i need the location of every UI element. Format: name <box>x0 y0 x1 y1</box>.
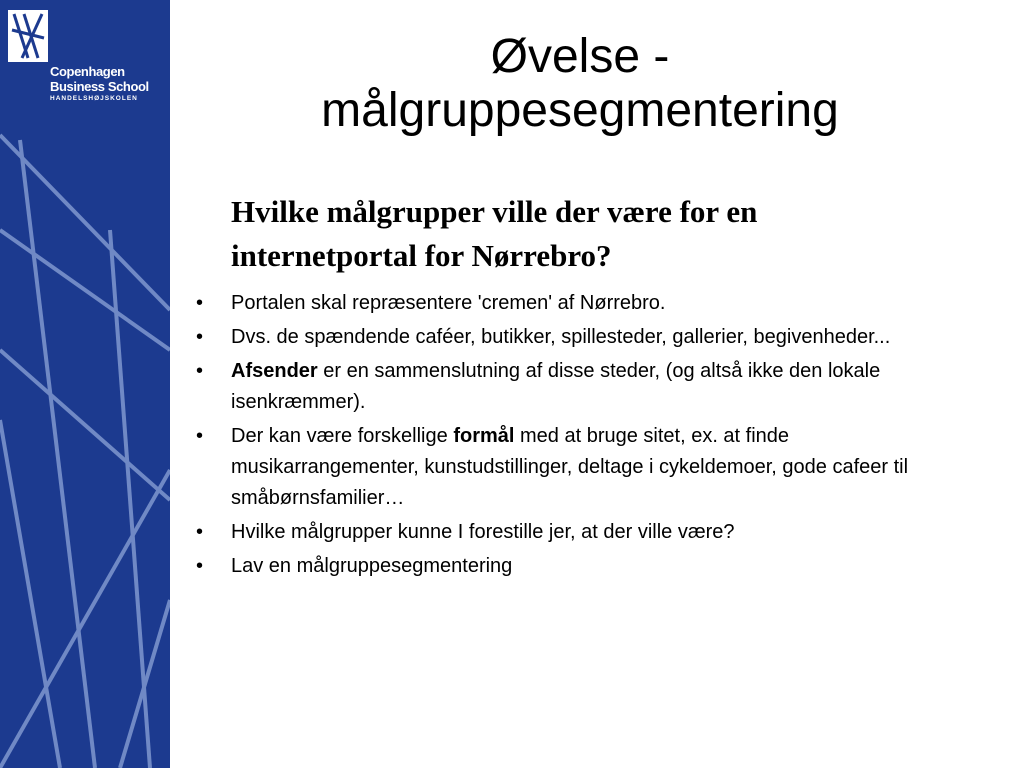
bullet-item <box>190 421 980 514</box>
cbs-logo-text <box>50 64 168 104</box>
bullet-text: Dvs. de spændende caféer, butikker, spillesteder, gallerier, begivenheder... <box>231 326 891 348</box>
bullet-text-before: Der kan være forskellige <box>231 425 454 447</box>
bullet-text: er en sammenslutning af disse steder, (og altså ikke den lokale isenkræmmer). <box>231 360 881 413</box>
slide-title <box>180 30 980 138</box>
logo-tagline: HANDELSHØJSKOLEN <box>50 95 138 102</box>
bullet-icon: • <box>196 360 204 382</box>
bullet-item <box>190 288 980 319</box>
bullet-icon: • <box>196 425 204 447</box>
bullet-item <box>190 322 980 353</box>
bullet-bold-term: formål <box>453 425 515 447</box>
bullet-icon: • <box>196 555 204 577</box>
bullet-list <box>190 288 980 585</box>
subheading-line1: Hvilke målgrupper ville der være for en <box>231 194 758 229</box>
bullet-item <box>190 356 980 418</box>
logo-name-line1: Copenhagen <box>50 64 125 79</box>
bullet-text: Portalen skal repræsentere 'cremen' af Nørrebro. <box>231 292 666 314</box>
slide-subheading <box>231 190 991 278</box>
bullet-text: Hvilke målgrupper kunne I forestille jer, at der ville være? <box>231 521 735 543</box>
bullet-icon: • <box>196 521 204 543</box>
slide-title-line2: målgruppesegmentering <box>321 84 839 137</box>
subheading-line2: internetportal for Nørrebro? <box>231 238 612 273</box>
bullet-text: Lav en målgruppesegmentering <box>231 555 513 577</box>
slide-title-line1: Øvelse - <box>490 30 670 83</box>
sidebar-banner <box>0 0 170 768</box>
bullet-text-after: med at bruge sitet, ex. at finde musikarrangementer, kunstudstillinger, deltage i cykeldemoer, gode cafeer til småbørnsfamilier… <box>231 425 909 509</box>
bullet-item <box>190 517 980 548</box>
bullet-icon: • <box>196 292 204 314</box>
decorative-lines-graphic <box>0 0 170 768</box>
bullet-icon: • <box>196 326 204 348</box>
logo-name-line2: Business School <box>50 79 149 94</box>
bullet-item <box>190 551 980 582</box>
cbs-logo-icon <box>8 10 48 62</box>
bullet-bold-term: Afsender <box>231 360 318 382</box>
